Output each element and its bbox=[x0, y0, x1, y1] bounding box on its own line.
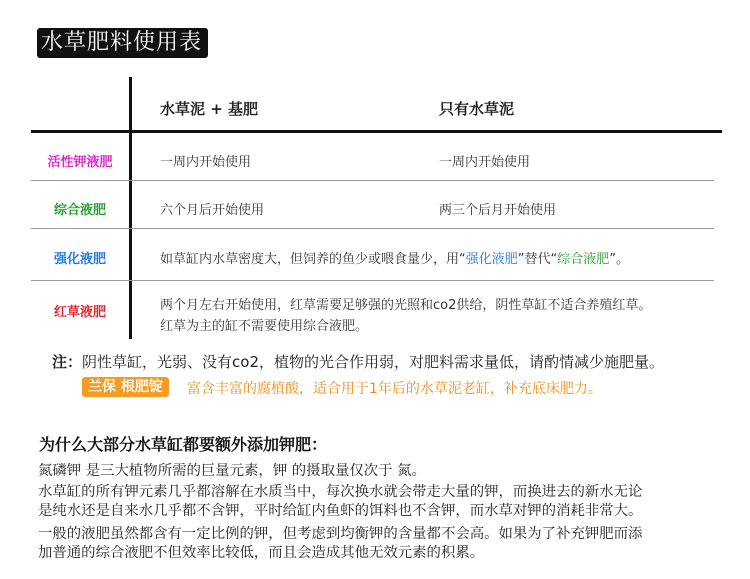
table-cell-merged-line: 两个月左右开始使用，红草需要足够强的光照和co2供给，阴性草缸不适合养殖红草。 bbox=[160, 298, 652, 313]
paragraph-line: 氮磷钾 是三大植物所需的巨量元素，钾 的摄取量仅次于 氮。 bbox=[38, 463, 426, 479]
table-cell: 一周内开始使用 bbox=[439, 155, 531, 170]
row-label-comprehensive: 综合液肥 bbox=[53, 203, 106, 218]
paragraph-line: 是纯水还是自来水几乎都不含钾，平时给缸内鱼虾的饵料也不含钾，而水草对钾的消耗非常大。 bbox=[38, 503, 643, 519]
note bbox=[52, 351, 664, 372]
note-prefix: 注： bbox=[52, 353, 83, 371]
product-badge: 兰保 根肥锭 bbox=[82, 377, 169, 397]
page-title: 水草肥料使用表 bbox=[37, 28, 208, 58]
table-cell: 两三个后月开始使用 bbox=[439, 203, 557, 218]
product-description: 富含丰富的腐植酸，适合用于1年后的水草泥老缸，补充底床肥力。 bbox=[187, 381, 602, 397]
cell-text: ”替代“ bbox=[517, 252, 558, 267]
table-row-divider bbox=[31, 228, 714, 229]
table-header-divider bbox=[31, 130, 722, 133]
section-title: 为什么大部分水草缸都要额外添加钾肥： bbox=[39, 435, 328, 454]
paragraph-line: 水草缸的所有钾元素几乎都溶解在水质当中，每次换水就会带走大量的钾，而换进去的新水无论 bbox=[38, 484, 643, 500]
row-label-potassium: 活性钾液肥 bbox=[47, 155, 113, 170]
table-header-col1: 水草泥 + 基肥 bbox=[160, 100, 259, 118]
paragraph-line: 加普通的综合液肥不但效率比较低，而且会造成其他无效元素的积累。 bbox=[38, 545, 485, 561]
paragraph-line: 一般的液肥虽然都含有一定比例的钾，但考虑到均衡钾的含量都不会高。如果为了补充钾肥而添 bbox=[38, 526, 643, 542]
table-row-divider bbox=[31, 280, 714, 281]
table-cell: 一周内开始使用 bbox=[160, 155, 252, 170]
table-cell-merged bbox=[160, 248, 629, 267]
cell-text: 如草缸内水草密度大，但饲养的鱼少或喂食量少，用“ bbox=[160, 252, 466, 267]
table-header-col2: 只有水草泥 bbox=[439, 100, 515, 118]
table-cell-merged-line: 红草为主的缸不需要使用综合液肥。 bbox=[160, 319, 369, 334]
row-label-enhanced: 强化液肥 bbox=[53, 252, 106, 267]
highlight-enhanced: 强化液肥 bbox=[465, 252, 518, 267]
row-label-red-plant: 红草液肥 bbox=[53, 305, 106, 320]
note-text: 阴性草缸，光弱、没有co2，植物的光合作用弱，对肥料需求量低，请酌情减少施肥量。 bbox=[82, 353, 664, 371]
table-row-divider bbox=[31, 180, 714, 181]
cell-text: ”。 bbox=[609, 252, 630, 267]
highlight-comprehensive: 综合液肥 bbox=[557, 252, 610, 267]
table-vertical-divider bbox=[129, 77, 132, 339]
table-cell: 六个月后开始使用 bbox=[160, 203, 265, 218]
